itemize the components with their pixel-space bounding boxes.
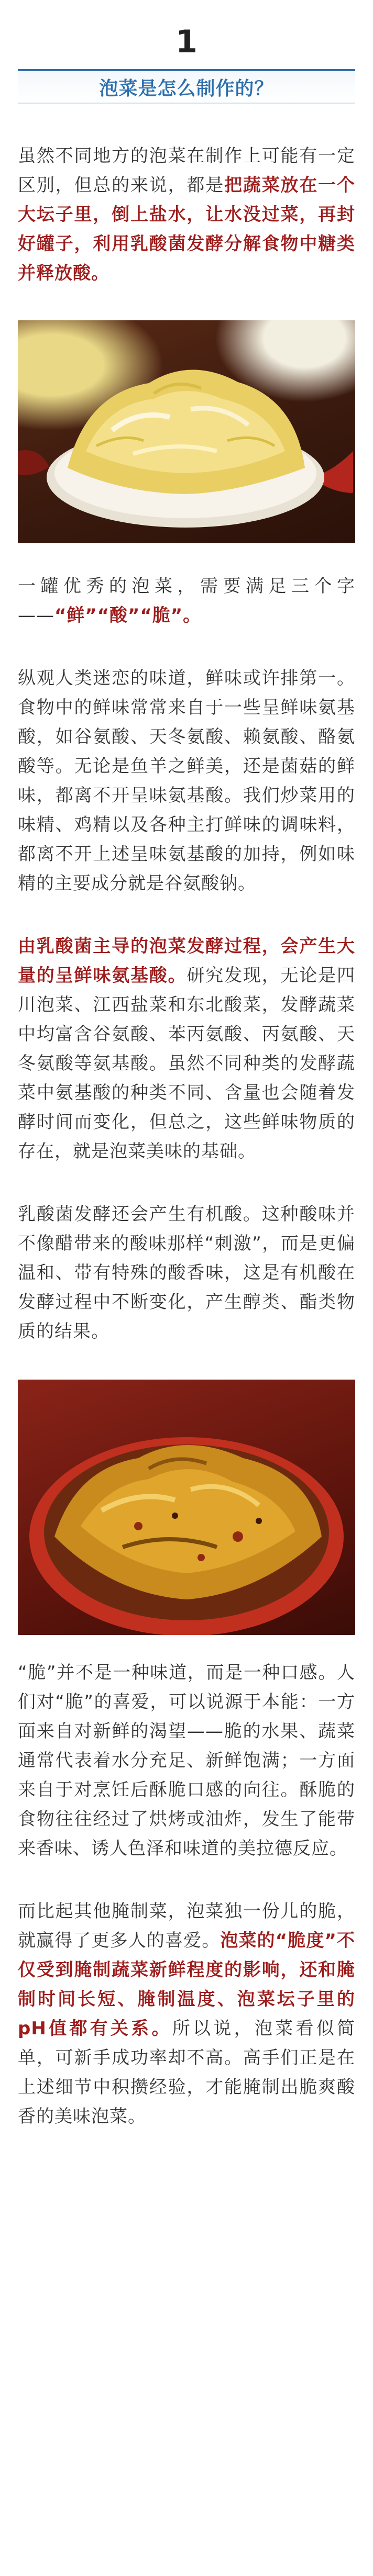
section-header [18,0,355,104]
photo-cabbage-bowl [18,320,355,543]
paragraph-fermentation-text: 研究发现，无论是四川泡菜、江西盐菜和东北酸菜，发酵蔬菜中均富含谷氨酸、苯丙氨酸、丙氨酸、天冬氨酸等氨基酸。虽然不同种类的发酵蔬菜中氨基酸的种类不同、含量也会随着发酵时间而变化，但总之，这些鲜味物质的存在，就是泡菜美味的基础。 [18,965,356,1162]
section-title-bar [18,69,355,104]
paragraph-fermentation [18,932,355,1166]
paragraph-three-words-text: 一罐优秀的泡菜，需要满足三个字—— [18,576,355,626]
paragraph-three-words-highlight: “鲜”“酸”“脆”。 [54,605,202,626]
paragraph-intro [18,141,355,288]
paragraph-acid: 乳酸菌发酵还会产生有机酸。这种酸味并不像醋带来的酸味那样“刺激”，而是更偏温和、带有特殊的酸香味，这是有机酸在发酵过程中不断变化，产生醇类、酯类物质的结果。 [18,1204,355,1342]
photo-pickled-greens-art [18,1380,355,1635]
section-title: 泡菜是怎么制作的？ [99,77,274,99]
paragraph-crispness-conclusion: 所以说，泡菜看似简单，可新手成功率却不高。高手们正是在上述细节中积攒经验，才能腌制出脆爽酸香的美味泡菜。 [18,2018,356,2127]
section-number: 1 [175,24,198,60]
paragraph-crispness-factors [18,1897,355,2131]
paragraph-three-words [18,572,355,630]
paragraph-intro-text: 虽然不同地方的泡菜在制作上可能有一定区别，但总的来说，都是 [18,145,355,196]
paragraph-intro-highlight: 把蔬菜放在一个大坛子里，倒上盐水，让水没过菜，再封好罐子，利用乳酸菌发酵分解食物中糖类并释放酸。 [18,175,356,284]
paragraph-umami: 纵观人类迷恋的味道，鲜味或许排第一。食物中的鲜味常常来自于一些呈鲜味氨基酸，如谷氨酸、天冬氨酸、赖氨酸、酪氨酸等。无论是鱼羊之鲜美，还是菌菇的鲜味，都离不开呈味氨基酸。我们炒菜用的味精、鸡精以及各种主打鲜味的调味料，都离不开上述呈味氨基酸的加持，例如味精的主要成分就是谷氨酸钠。 [18,668,355,894]
paragraph-crisp: “脆”并不是一种味道，而是一种口感。人们对“脆”的喜爱，可以说源于本能：一方面来自对新鲜的渴望——脆的水果、蔬菜通常代表着水分充足、新鲜饱满；一方面来自于对烹饪后酥脆口感的向往。酥脆的食物往往经过了烘烤或油炸，发生了能带来香味、诱人色泽和味道的美拉德反应。 [18,1662,355,1859]
paragraph-crispness-highlight: 泡菜的“脆度”不仅受到腌制蔬菜新鲜程度的影响，还和腌制时间长短、腌制温度、泡菜坛子里的pH值都有关系。 [18,1930,355,2039]
photo-pickled-greens [18,1380,355,1635]
photo-cabbage-bowl-art [18,320,355,543]
paragraph-crispness-text: 而比起其他腌制菜，泡菜独一份儿的脆，就赢得了更多人的喜爱。 [18,1901,355,1951]
paragraph-fermentation-highlight: 由乳酸菌主导的泡菜发酵过程，会产生大量的呈鲜味氨基酸。 [18,936,355,986]
